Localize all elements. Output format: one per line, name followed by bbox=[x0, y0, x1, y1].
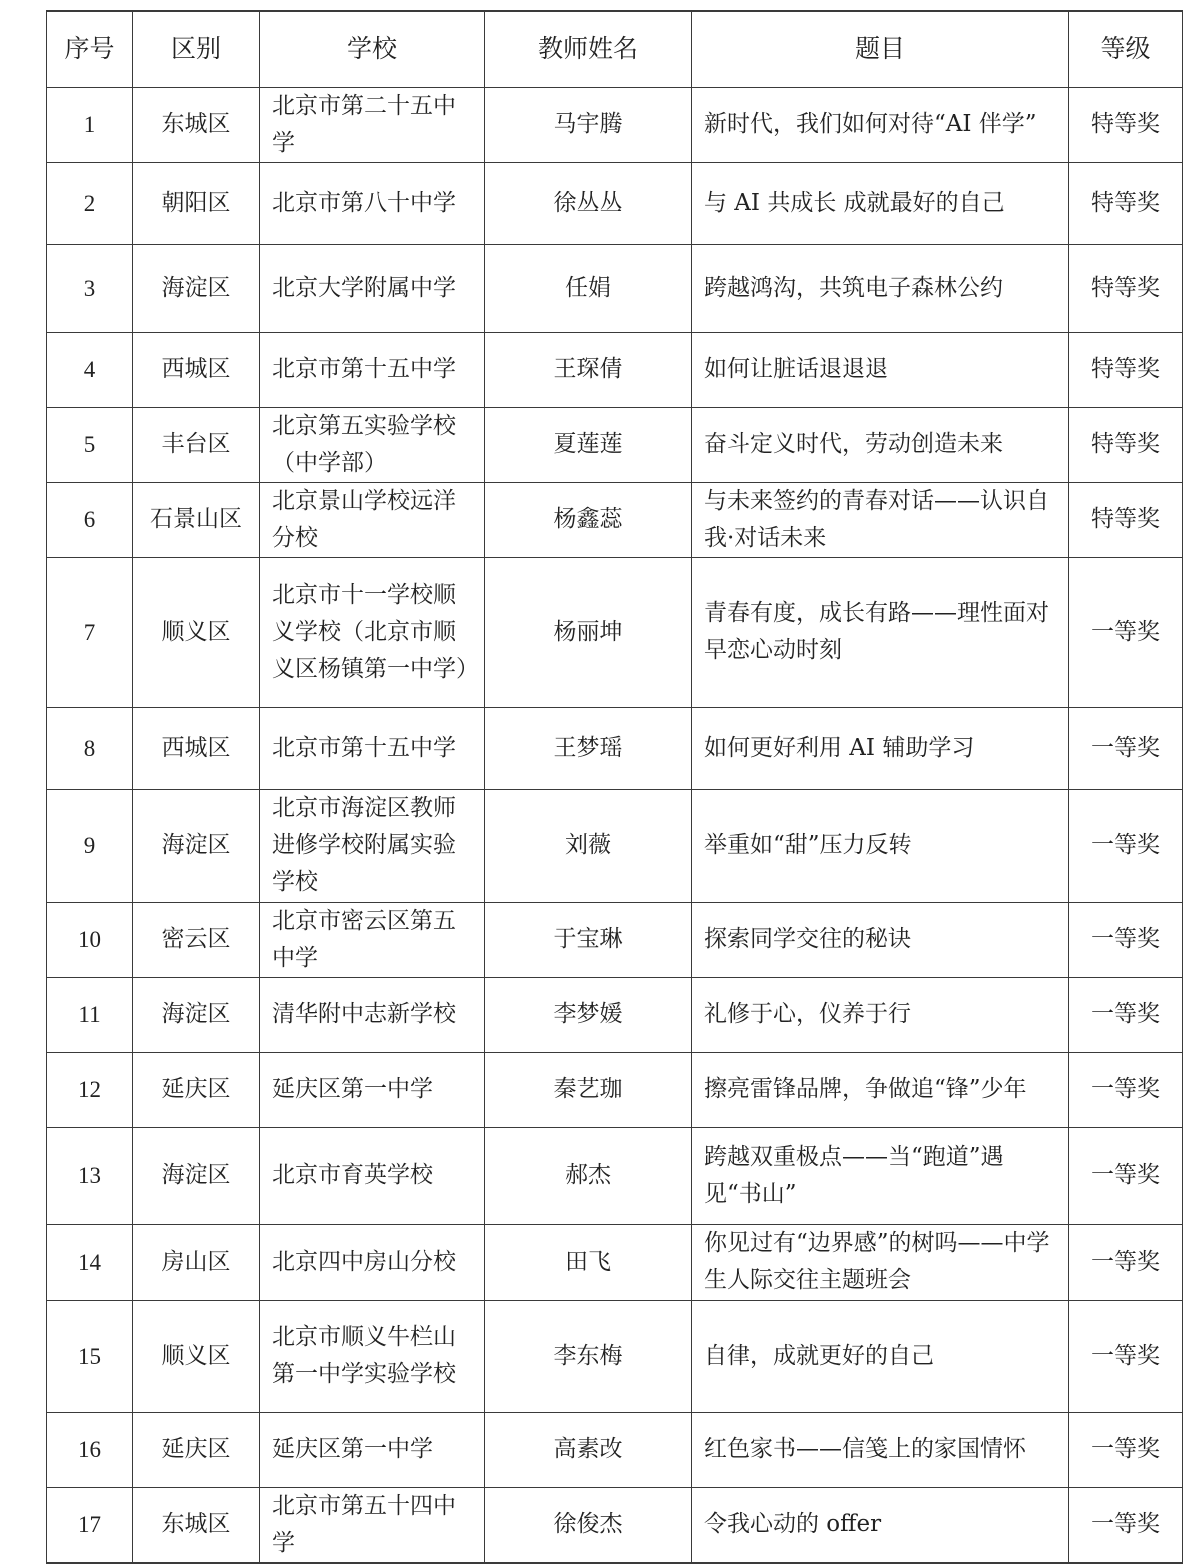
cell-teacher: 任娟 bbox=[485, 244, 692, 332]
cell-district: 顺义区 bbox=[133, 557, 260, 707]
table-row bbox=[47, 482, 1183, 557]
table-row bbox=[47, 1052, 1183, 1127]
cell-school: 北京市第八十中学 bbox=[260, 162, 485, 244]
cell-school: 北京景山学校远洋分校 bbox=[260, 482, 485, 557]
cell-no: 1 bbox=[47, 87, 133, 162]
cell-district: 丰台区 bbox=[133, 407, 260, 482]
cell-topic: 奋斗定义时代，劳动创造未来 bbox=[692, 407, 1069, 482]
cell-district: 海淀区 bbox=[133, 244, 260, 332]
table-row bbox=[47, 244, 1183, 332]
table-row bbox=[47, 977, 1183, 1052]
cell-award: 一等奖 bbox=[1069, 1300, 1183, 1412]
cell-district: 海淀区 bbox=[133, 789, 260, 902]
table-row bbox=[47, 407, 1183, 482]
cell-school: 北京市育英学校 bbox=[260, 1127, 485, 1224]
cell-no: 3 bbox=[47, 244, 133, 332]
cell-topic: 跨越鸿沟，共筑电子森林公约 bbox=[692, 244, 1069, 332]
cell-award: 一等奖 bbox=[1069, 1052, 1183, 1127]
cell-no: 4 bbox=[47, 332, 133, 407]
cell-no: 13 bbox=[47, 1127, 133, 1224]
cell-school: 延庆区第一中学 bbox=[260, 1052, 485, 1127]
cell-no: 2 bbox=[47, 162, 133, 244]
cell-district: 海淀区 bbox=[133, 1127, 260, 1224]
cell-topic: 如何让脏话退退退 bbox=[692, 332, 1069, 407]
cell-teacher: 秦艺珈 bbox=[485, 1052, 692, 1127]
cell-topic: 令我心动的 offer bbox=[692, 1487, 1069, 1563]
table-row bbox=[47, 162, 1183, 244]
cell-no: 15 bbox=[47, 1300, 133, 1412]
cell-teacher: 王琛倩 bbox=[485, 332, 692, 407]
cell-topic: 与 AI 共成长 成就最好的自己 bbox=[692, 162, 1069, 244]
cell-no: 16 bbox=[47, 1412, 133, 1487]
cell-school: 北京市第五十四中学 bbox=[260, 1487, 485, 1563]
cell-district: 石景山区 bbox=[133, 482, 260, 557]
table-row bbox=[47, 1487, 1183, 1563]
table-row bbox=[47, 789, 1183, 902]
cell-topic: 举重如“甜”压力反转 bbox=[692, 789, 1069, 902]
table-row bbox=[47, 87, 1183, 162]
cell-school: 北京四中房山分校 bbox=[260, 1224, 485, 1300]
cell-award: 一等奖 bbox=[1069, 789, 1183, 902]
table-row bbox=[47, 902, 1183, 977]
table-row bbox=[47, 332, 1183, 407]
cell-no: 11 bbox=[47, 977, 133, 1052]
cell-award: 一等奖 bbox=[1069, 557, 1183, 707]
cell-award: 特等奖 bbox=[1069, 244, 1183, 332]
cell-district: 西城区 bbox=[133, 332, 260, 407]
cell-no: 14 bbox=[47, 1224, 133, 1300]
cell-teacher: 徐俊杰 bbox=[485, 1487, 692, 1563]
cell-district: 西城区 bbox=[133, 707, 260, 789]
cell-topic: 你见过有“边界感”的树吗——中学生人际交往主题班会 bbox=[692, 1224, 1069, 1300]
cell-teacher: 徐丛丛 bbox=[485, 162, 692, 244]
cell-award: 特等奖 bbox=[1069, 482, 1183, 557]
cell-school: 北京第五实验学校（中学部） bbox=[260, 407, 485, 482]
cell-school: 北京大学附属中学 bbox=[260, 244, 485, 332]
table-header-row bbox=[47, 11, 1183, 87]
header-award: 等级 bbox=[1069, 11, 1183, 87]
cell-teacher: 夏莲莲 bbox=[485, 407, 692, 482]
cell-school: 北京市第十五中学 bbox=[260, 332, 485, 407]
cell-award: 一等奖 bbox=[1069, 902, 1183, 977]
cell-district: 密云区 bbox=[133, 902, 260, 977]
cell-award: 特等奖 bbox=[1069, 407, 1183, 482]
cell-no: 7 bbox=[47, 557, 133, 707]
cell-teacher: 马宇腾 bbox=[485, 87, 692, 162]
cell-district: 东城区 bbox=[133, 87, 260, 162]
cell-topic: 青春有度，成长有路——理性面对早恋心动时刻 bbox=[692, 557, 1069, 707]
cell-school: 北京市十一学校顺义学校（北京市顺义区杨镇第一中学） bbox=[260, 557, 485, 707]
cell-teacher: 郝杰 bbox=[485, 1127, 692, 1224]
cell-topic: 红色家书——信笺上的家国情怀 bbox=[692, 1412, 1069, 1487]
cell-district: 顺义区 bbox=[133, 1300, 260, 1412]
cell-district: 朝阳区 bbox=[133, 162, 260, 244]
cell-teacher: 杨鑫蕊 bbox=[485, 482, 692, 557]
cell-teacher: 李梦媛 bbox=[485, 977, 692, 1052]
table-row bbox=[47, 1127, 1183, 1224]
table-row bbox=[47, 1224, 1183, 1300]
cell-district: 东城区 bbox=[133, 1487, 260, 1563]
cell-award: 一等奖 bbox=[1069, 1412, 1183, 1487]
cell-school: 北京市海淀区教师进修学校附属实验学校 bbox=[260, 789, 485, 902]
cell-teacher: 杨丽坤 bbox=[485, 557, 692, 707]
cell-topic: 自律，成就更好的自己 bbox=[692, 1300, 1069, 1412]
cell-teacher: 刘薇 bbox=[485, 789, 692, 902]
cell-topic: 擦亮雷锋品牌，争做追“锋”少年 bbox=[692, 1052, 1069, 1127]
cell-district: 延庆区 bbox=[133, 1052, 260, 1127]
cell-no: 10 bbox=[47, 902, 133, 977]
cell-no: 6 bbox=[47, 482, 133, 557]
cell-teacher: 于宝琳 bbox=[485, 902, 692, 977]
cell-award: 特等奖 bbox=[1069, 332, 1183, 407]
cell-teacher: 田飞 bbox=[485, 1224, 692, 1300]
cell-topic: 礼修于心，仪养于行 bbox=[692, 977, 1069, 1052]
cell-school: 清华附中志新学校 bbox=[260, 977, 485, 1052]
cell-school: 北京市第二十五中学 bbox=[260, 87, 485, 162]
cell-topic: 探索同学交往的秘诀 bbox=[692, 902, 1069, 977]
cell-school: 延庆区第一中学 bbox=[260, 1412, 485, 1487]
header-teacher: 教师姓名 bbox=[485, 11, 692, 87]
cell-topic: 跨越双重极点——当“跑道”遇见“书山” bbox=[692, 1127, 1069, 1224]
header-school: 学校 bbox=[260, 11, 485, 87]
cell-school: 北京市密云区第五中学 bbox=[260, 902, 485, 977]
table-row bbox=[47, 1300, 1183, 1412]
table-row bbox=[47, 707, 1183, 789]
cell-no: 8 bbox=[47, 707, 133, 789]
cell-topic: 与未来签约的青春对话——认识自我·对话未来 bbox=[692, 482, 1069, 557]
table-row bbox=[47, 1412, 1183, 1487]
cell-teacher: 王梦瑶 bbox=[485, 707, 692, 789]
cell-topic: 新时代，我们如何对待“AI 伴学” bbox=[692, 87, 1069, 162]
table-row bbox=[47, 557, 1183, 707]
header-topic: 题目 bbox=[692, 11, 1069, 87]
cell-no: 12 bbox=[47, 1052, 133, 1127]
header-district: 区别 bbox=[133, 11, 260, 87]
cell-award: 一等奖 bbox=[1069, 1127, 1183, 1224]
cell-award: 特等奖 bbox=[1069, 87, 1183, 162]
cell-no: 17 bbox=[47, 1487, 133, 1563]
cell-no: 9 bbox=[47, 789, 133, 902]
cell-award: 一等奖 bbox=[1069, 977, 1183, 1052]
cell-award: 一等奖 bbox=[1069, 1487, 1183, 1563]
cell-school: 北京市顺义牛栏山第一中学实验学校 bbox=[260, 1300, 485, 1412]
header-no: 序号 bbox=[47, 11, 133, 87]
cell-award: 一等奖 bbox=[1069, 1224, 1183, 1300]
cell-district: 房山区 bbox=[133, 1224, 260, 1300]
cell-award: 特等奖 bbox=[1069, 162, 1183, 244]
cell-topic: 如何更好利用 AI 辅助学习 bbox=[692, 707, 1069, 789]
cell-teacher: 李东梅 bbox=[485, 1300, 692, 1412]
cell-school: 北京市第十五中学 bbox=[260, 707, 485, 789]
award-table bbox=[46, 10, 1183, 1564]
cell-district: 延庆区 bbox=[133, 1412, 260, 1487]
cell-no: 5 bbox=[47, 407, 133, 482]
cell-award: 一等奖 bbox=[1069, 707, 1183, 789]
cell-district: 海淀区 bbox=[133, 977, 260, 1052]
cell-teacher: 高素改 bbox=[485, 1412, 692, 1487]
